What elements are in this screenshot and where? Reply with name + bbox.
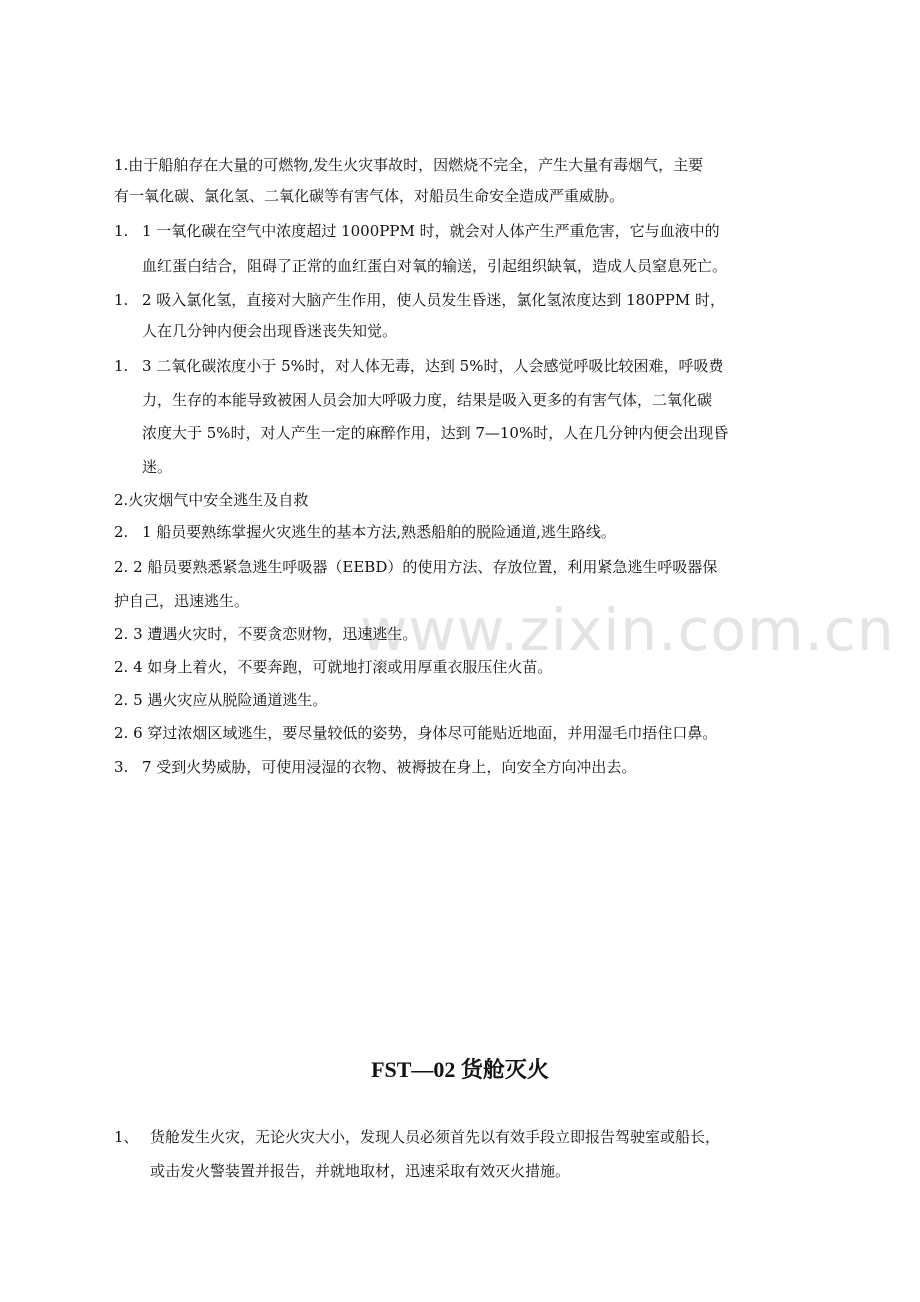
item-line: 货舱发生火灾，无论火灾大小，发现人员必须首先以有效手段立即报告驾驶室或船长，: [150, 1128, 721, 1146]
item-line: 血红蛋白结合，阻碍了正常的血红蛋白对氧的输送，引起组织缺氧，造成人员窒息死亡。: [142, 257, 728, 275]
section-title: 2.火灾烟气中安全逃生及自救: [114, 491, 309, 509]
intro-line-2: 有一氧化碳、氯化氢、二氧化碳等有害气体，对船员生命安全造成严重威胁。: [114, 187, 625, 205]
item-number: 3.: [114, 758, 129, 776]
item-number: 1.: [114, 357, 129, 375]
item-line: 2. 6 穿过浓烟区域逃生，要尽量较低的姿势，身体尽可能贴近地面，并用湿毛巾捂住口鼻。: [114, 724, 718, 742]
item-line: 3 二氧化碳浓度小于 5%时，对人体无毒，达到 5%时，人会感觉呼吸比较困难，呼吸费: [142, 357, 724, 375]
item-line: 2 吸入氯化氢，直接对大脑产生作用，使人员发生昏迷，氯化氢浓度达到 180PPM 时，: [142, 291, 726, 309]
item-line: 1 船员要熟练掌握火灾逃生的基本方法,熟悉船舶的脱险通道,逃生路线。: [142, 523, 616, 541]
item-line: 2. 4 如身上着火，不要奔跑，可就地打滚或用厚重衣服压住火苗。: [114, 658, 553, 676]
item-number: 1.: [114, 222, 129, 240]
item-line: 浓度大于 5%时，对人产生一定的麻醉作用，达到 7—10%时，人在几分钟内便会出现昏: [142, 424, 729, 442]
watermark: www.zixin.com.cn: [360, 596, 895, 664]
item-line: 护自己，迅速逃生。: [114, 592, 250, 610]
section-heading: FST—02 货舱灭火: [371, 1057, 549, 1082]
item-line: 2. 3 遭遇火灾时，不要贪恋财物，迅速逃生。: [114, 625, 418, 643]
item-line: 人在几分钟内便会出现昏迷丧失知觉。: [142, 322, 398, 340]
item-line: 7 受到火势威胁，可使用浸湿的衣物、被褥披在身上，向安全方向冲出去。: [142, 758, 637, 776]
item-line: 1 一氧化碳在空气中浓度超过 1000PPM 时，就会对人体产生严重危害，它与血液中的: [142, 222, 720, 240]
intro-line-1: 1.由于船舶存在大量的可燃物,发生火灾事故时，因燃烧不完全，产生大量有毒烟气，主要: [114, 156, 704, 174]
item-number: 1.: [114, 291, 129, 309]
item-number: 2.: [114, 523, 129, 541]
item-line: 力，生存的本能导致被困人员会加大呼吸力度，结果是吸入更多的有害气体，二氧化碳: [142, 391, 713, 409]
item-line: 迷。: [142, 458, 173, 476]
item-line: 或击发火警装置并报告，并就地取材，迅速采取有效灭火措施。: [150, 1162, 571, 1180]
item-line: 2. 2 船员要熟悉紧急逃生呼吸器（EEBD）的使用方法、存放位置，利用紧急逃生呼吸器保: [114, 558, 718, 576]
item-number: 1、: [114, 1128, 139, 1146]
item-line: 2. 5 遇火灾应从脱险通道逃生。: [114, 691, 328, 709]
